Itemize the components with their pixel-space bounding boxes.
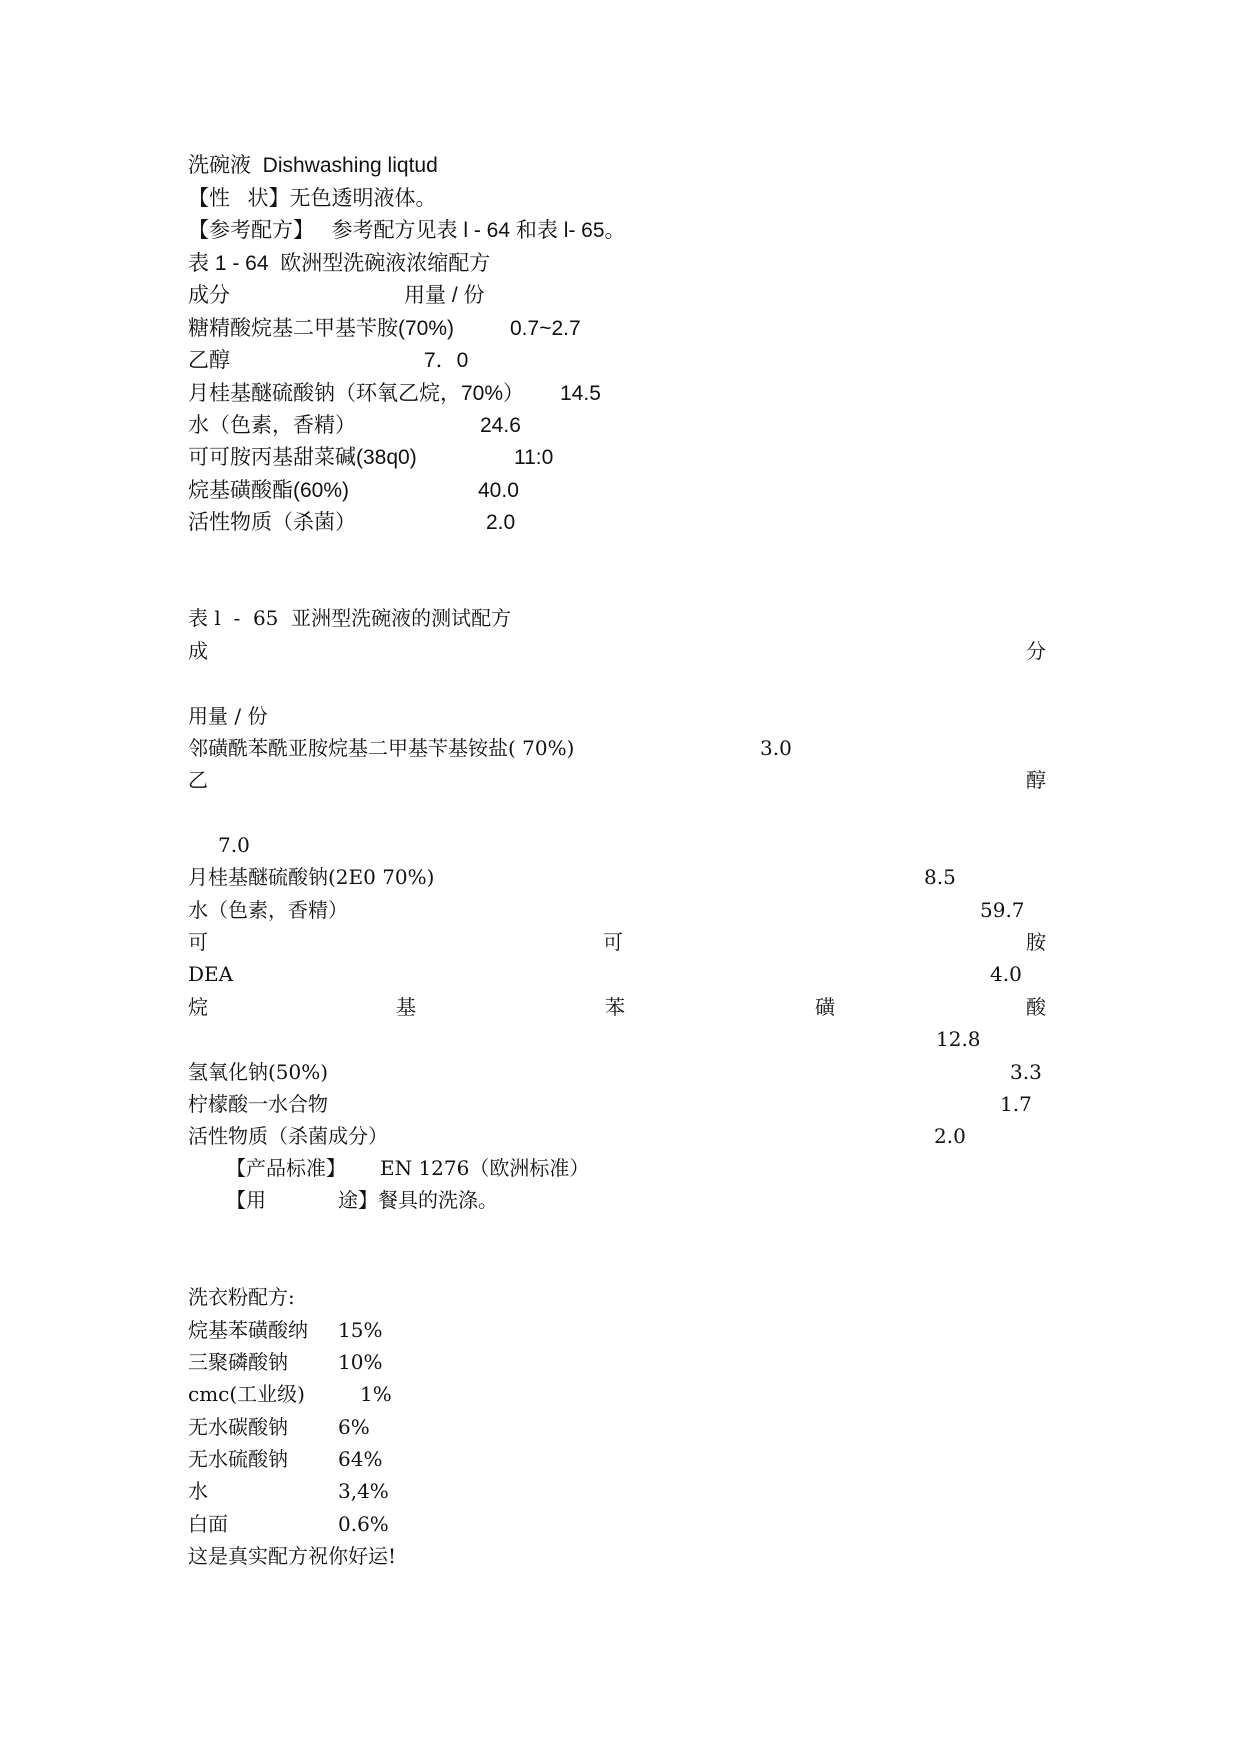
powder-row-value: 6% [338,1415,370,1439]
table-64-row-name: 水（色素，香精） [188,414,356,437]
table-65-row-name-left: 乙 [188,768,208,792]
table-65-row-name-part: DEA [188,962,234,986]
table-65-row-name: 活性物质（杀菌成分） [188,1124,388,1148]
table-64-row-name: 活性物质（杀菌） [188,511,356,534]
table-65-row-name-part: 烷 [188,995,208,1019]
table-65-row-name: 水（色素，香精） [188,898,348,922]
powder-row-value: 0.6% [338,1512,389,1536]
table-64-row-value: 14.5 [560,382,601,405]
table-65-row-value: 3.0 [760,736,792,760]
table-65-row-name: 氢氧化钠(50%) [188,1060,329,1084]
table-65-row-value: 1.7 [1000,1092,1032,1116]
table-65-header-right: 分 [1026,639,1046,663]
table-64-row-name: 糖精酸烷基二甲基苄胺(70%) [188,317,455,340]
table-65-row-value: 3.3 [1010,1060,1042,1084]
powder-row-name: cmc(工业级) [188,1382,305,1406]
table-65-row-value: 59.7 [980,898,1025,922]
table-65-row-value: 7.0 [218,833,250,857]
table-64-row-value: 24.6 [480,414,521,437]
powder-row-value: 64% [338,1447,383,1471]
table-65-header-amount: 用量 / 份 [188,704,268,728]
table-64-row-value: 7．0 [424,349,469,372]
powder-row-value: 15% [338,1318,383,1342]
table-64-header-ingredient: 成分 [188,284,230,307]
table-65-row-value: 12.8 [936,1027,981,1051]
table-65-row-name-part: 酸 [1026,995,1046,1019]
table-64-row-name: 乙醇 [188,349,230,372]
usage-label-end: 途】餐具的洗涤。 [338,1188,498,1212]
table-64-row-value: 2.0 [486,511,516,534]
powder-row-value: 1% [360,1382,392,1406]
table-65-caption: 表 l - 65 亚洲型洗碗液的测试配方 [188,606,512,630]
table-65-row-name: 柠檬酸一水合物 [188,1092,328,1116]
table-65-row-name-part: 可 [603,930,623,954]
table-64-row-name: 烷基磺酸酯(60%) [188,479,350,502]
powder-row-name: 无水硫酸钠 [188,1447,288,1471]
table-65-row-value: 8.5 [924,865,956,889]
table-65-row-name-part: 苯 [605,995,625,1019]
usage-label-start: 【用 [226,1188,266,1212]
table-64-row-name: 月桂基醚硫酸钠（环氧乙烷，70%） [188,382,525,405]
table-64-row-value: 11:0 [514,446,554,469]
table-65-header-left: 成 [188,639,208,663]
product-standard-label: 【产品标准】 [226,1156,346,1180]
document-title: 洗碗液 Dishwashing liqtud [188,154,438,177]
product-standard-value: EN 1276（欧洲标准） [380,1156,590,1180]
table-65-row-name-part: 可 [188,930,208,954]
table-64-row-name: 可可胺丙基甜菜碱(38q0) [188,446,417,469]
powder-row-value: 3,4% [338,1479,389,1503]
table-65-row-name-part: 磺 [815,995,835,1019]
reference-formula-line: 【参考配方】 参考配方见表 l - 64 和表 l- 65。 [188,219,626,242]
powder-row-name: 白面 [188,1512,228,1536]
table-64-caption: 表 1 - 64 欧洲型洗碗液浓缩配方 [188,252,491,275]
table-65-row-value: 2.0 [934,1124,966,1148]
table-65-row-name-part: 胺 [1026,930,1046,954]
table-65-row-name-right: 醇 [1026,768,1046,792]
table-64-row-value: 40.0 [478,479,519,502]
powder-row-name: 烷基苯磺酸纳 [188,1318,308,1342]
powder-formula-title: 洗衣粉配方: [188,1285,295,1309]
table-65-row-value: 4.0 [990,962,1022,986]
closing-note: 这是真实配方祝你好运! [188,1544,397,1568]
powder-row-name: 三聚磷酸钠 [188,1350,288,1374]
table-64-row-value: 0.7~2.7 [510,317,581,340]
table-64-header-amount: 用量 / 份 [404,284,485,307]
table-65-row-name: 月桂基醚硫酸钠(2E0 70%) [188,865,435,889]
table-65-row-name-part: 基 [396,995,416,1019]
table-65-row-name: 邻磺酰苯酰亚胺烷基二甲基苄基铵盐( 70%) [188,736,575,760]
powder-row-value: 10% [338,1350,383,1374]
powder-row-name: 无水碳酸钠 [188,1415,288,1439]
powder-row-name: 水 [188,1479,208,1503]
properties-line: 【性 状】无色透明液体。 [188,187,437,210]
